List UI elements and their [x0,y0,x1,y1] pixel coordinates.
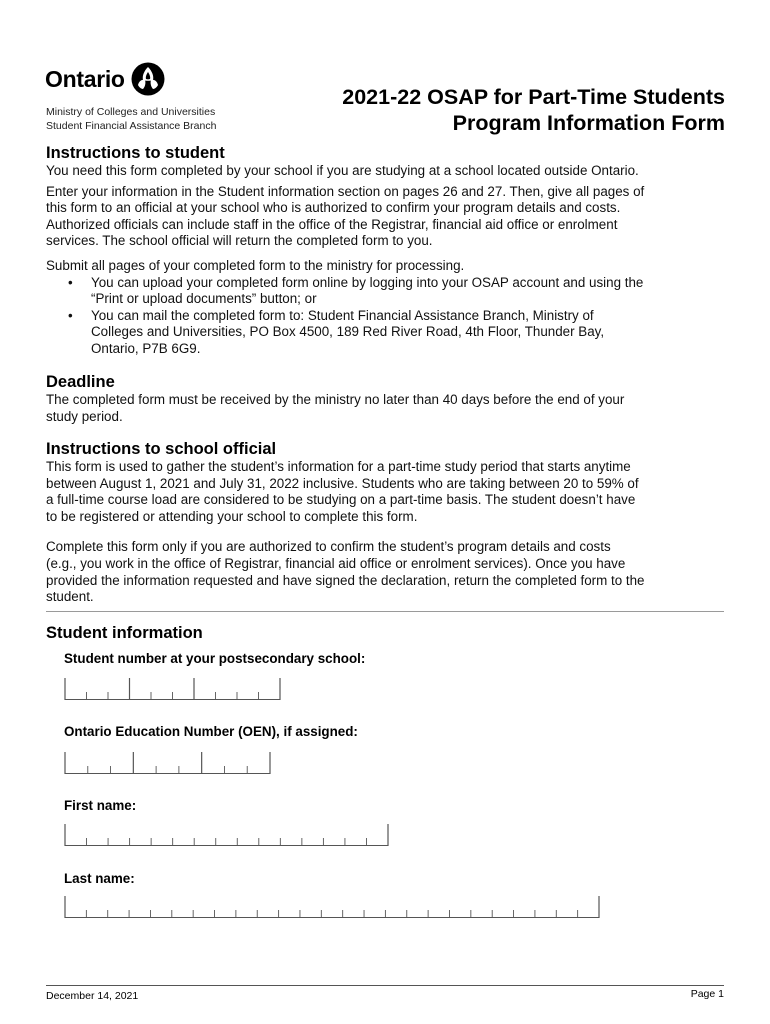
instructions-school-section [46,439,726,606]
ontario-logo [45,62,165,96]
oen-field[interactable] [64,751,271,773]
paragraph-line: (e.g., you work in the office of Registrar, financial aid office or enrolment services). Once you have [46,555,626,571]
list-item [46,275,726,308]
section-heading: Instructions to school official [46,440,277,458]
form-title [342,84,725,136]
last-name-field[interactable] [64,895,600,917]
first-name-field[interactable] [64,823,389,845]
paragraph-line: Authorized officials can include staff in the office of the Registrar, financial aid office or enrolment [46,216,618,232]
section-heading: Student information [46,624,203,642]
paragraph-line: Enter your information in the Student information section on pages 26 and 27. Then, give all pages of [46,183,645,199]
footer-date: December 14, 2021 [46,990,139,1002]
section-divider [46,611,724,612]
last-name-label: Last name: [64,871,135,886]
paragraph: Submit all pages of your completed form to the ministry for processing. [46,257,465,273]
first-name-label: First name: [64,798,137,813]
paragraph-line: to be registered or attending your school to complete this form. [46,508,418,524]
page-number: Page 1 [690,988,724,1000]
ministry-name: Ministry of Colleges and Universities [46,106,216,118]
paragraph-line: a full-time course load are considered to be studying on a part-time basis. The student doesn’t have [46,492,636,508]
deadline-section [46,372,726,425]
bullet-glyph: • [68,307,73,323]
paragraph-line: this form to an official at your school who is authorized to confirm your program details and costs. [46,200,621,216]
paragraph [46,539,726,605]
list-item-line: “Print or upload documents” button; or [91,291,317,307]
oen-label: Ontario Education Number (OEN), if assigned: [64,724,358,739]
branch-name: Student Financial Assistance Branch [46,120,217,132]
paragraph-line: study period. [46,408,123,424]
section-heading: Deadline [46,373,115,391]
paragraph-line: between August 1, 2021 and July 31, 2022 inclusive. Students who are taking between 20 to 59% of [46,475,639,491]
footer-divider [46,985,724,986]
paragraph-line: services. The school official will return the completed form to you. [46,233,433,249]
list-item-line: You can mail the completed form to: Student Financial Assistance Branch, Ministry of [91,307,594,323]
student-number-label: Student number at your postsecondary school: [64,651,366,666]
instructions-student-section [46,143,726,358]
logo-wordmark: Ontario [45,65,125,92]
paragraph-line: student. [46,589,94,605]
paragraph [46,459,726,525]
list-item-line: Ontario, P7B 6G9. [91,340,201,356]
paragraph: You need this form completed by your school if you are studying at a school located outside Ontario. [46,163,639,178]
paragraph-line: This form is used to gather the student’s information for a part-time study period that starts anytime [46,459,631,474]
form-title-line1: 2021-22 OSAP for Part-Time Students [342,85,725,109]
paragraph [46,184,726,250]
section-heading: Instructions to student [46,144,225,162]
bullet-glyph: • [68,274,73,290]
paragraph-line: provided the information requested and have signed the declaration, return the completed form to the [46,572,645,588]
paragraph-line: Complete this form only if you are authorized to confirm the student’s program details and costs [46,539,611,555]
list-item-line: You can upload your completed form online by logging into your OSAP account and using the [91,274,644,290]
list-item [46,308,726,358]
submission-options-list [46,275,726,358]
student-number-field[interactable] [64,677,281,699]
ministry-block [46,105,216,133]
form-title-line2: Program Information Form [452,111,725,135]
paragraph-line: The completed form must be received by the ministry no later than 40 days before the end of your [46,392,625,407]
student-info-section [46,623,726,643]
trillium-icon [131,62,165,96]
list-item-line: Colleges and Universities, PO Box 4500, 189 Red River Road, 4th Floor, Thunder Bay, [91,324,605,340]
